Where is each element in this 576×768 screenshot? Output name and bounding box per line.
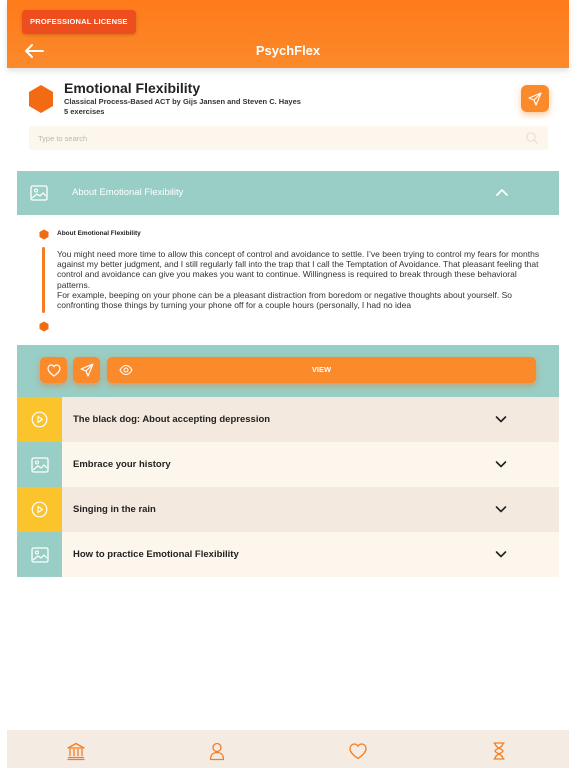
- exercise-count: 5 exercises: [64, 107, 105, 116]
- list-item-label: The black dog: About accepting depression: [73, 414, 271, 425]
- list-item-label: Singing in the rain: [73, 504, 156, 515]
- share-button[interactable]: [521, 85, 549, 112]
- list-item[interactable]: [17, 397, 559, 442]
- app-header: [7, 0, 569, 68]
- chevron-up-icon[interactable]: [495, 186, 509, 198]
- heart-icon: [47, 364, 61, 377]
- send-button[interactable]: [73, 357, 100, 383]
- about-paragraph: For example, beeping on your phone can be a pleasant distraction from boredom or negative thoughts about yourself. So confronting those things by turning your phone off for a couple hours (personally, I had no idea: [57, 289, 513, 311]
- list-item[interactable]: [17, 532, 559, 577]
- paper-plane-icon: [80, 363, 94, 377]
- license-badge: PROFESSIONAL LICENSE: [22, 10, 136, 34]
- app-title: PsychFlex: [255, 43, 321, 58]
- library-icon[interactable]: [66, 741, 86, 761]
- image-badge: [17, 442, 62, 487]
- timeline-end-icon: [39, 321, 49, 332]
- play-icon: [31, 501, 48, 518]
- exercise-subtitle: Classical Process-Based ACT by Gijs Jansen and Steven C. Hayes: [64, 97, 301, 106]
- chevron-down-icon[interactable]: [495, 460, 507, 469]
- heart-icon[interactable]: [348, 741, 368, 761]
- list-item[interactable]: [17, 442, 559, 487]
- action-bar: [17, 345, 559, 397]
- exercise-list: [17, 397, 559, 577]
- play-icon: [31, 411, 48, 428]
- about-content-title: About Emotional Flexibility: [57, 230, 141, 237]
- image-icon: [31, 457, 49, 473]
- about-section-header[interactable]: [17, 171, 559, 215]
- search-icon[interactable]: [525, 131, 539, 145]
- bottom-tab-bar: [7, 730, 569, 768]
- view-button-label: VIEW: [311, 365, 332, 374]
- view-button[interactable]: [107, 357, 536, 383]
- image-icon: [31, 547, 49, 563]
- video-badge: [17, 487, 62, 532]
- favorite-button[interactable]: [40, 357, 67, 383]
- hexagon-icon: [28, 84, 54, 114]
- list-item-label: Embrace your history: [73, 459, 171, 470]
- exercise-title: Emotional Flexibility: [64, 80, 201, 96]
- about-content-body: [57, 249, 547, 310]
- video-badge: [17, 397, 62, 442]
- chevron-down-icon[interactable]: [495, 550, 507, 559]
- timeline-line: [42, 247, 45, 313]
- hourglass-icon[interactable]: [489, 741, 509, 761]
- list-item[interactable]: [17, 487, 559, 532]
- search-input[interactable]: [38, 130, 518, 146]
- list-item-label: How to practice Emotional Flexibility: [73, 549, 239, 560]
- about-paragraph: You might need more time to allow this concept of control and avoidance to settle. I’ve been trying to control my fears for months against my better judgment, and I still regularly fall into the trap that I call the Temptation of Avoidance. That pleasant feeling that control and avoidance can give you makes you want to continue. Willingness is required to break through these behavioral patterns.: [57, 249, 540, 290]
- chevron-down-icon[interactable]: [495, 415, 507, 424]
- profile-icon[interactable]: [207, 741, 227, 761]
- timeline-start-icon: [39, 229, 49, 240]
- about-section-label: About Emotional Flexibility: [72, 187, 184, 198]
- chevron-down-icon[interactable]: [495, 505, 507, 514]
- paper-plane-icon: [528, 92, 542, 106]
- image-badge: [17, 532, 62, 577]
- search-bar: [29, 126, 548, 150]
- image-icon: [30, 185, 48, 201]
